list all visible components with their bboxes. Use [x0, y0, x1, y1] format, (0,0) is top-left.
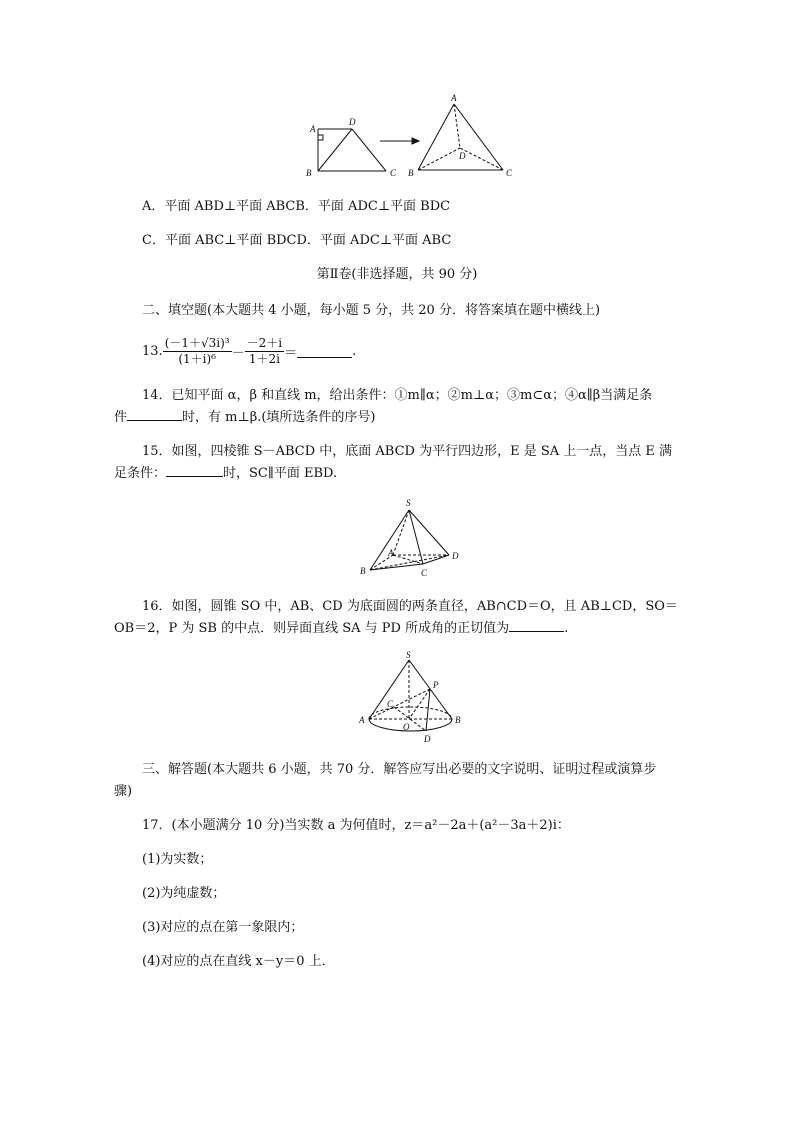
label-b2: B — [408, 168, 414, 178]
pyramid-label-a: A — [388, 548, 394, 558]
q14-post: 时，有 m⊥β.(填所选条件的序号) — [182, 410, 376, 425]
label-b: B — [306, 168, 312, 178]
label-c: C — [390, 168, 397, 178]
cone-label-d: D — [424, 734, 431, 744]
arrow-icon — [380, 138, 419, 144]
q13-minus: － — [231, 345, 245, 361]
q13-answer-blank[interactable] — [297, 345, 352, 358]
q13-frac2-numerator: －2＋i — [246, 335, 283, 350]
q16-post: . — [564, 621, 569, 636]
folding-figure — [300, 92, 530, 182]
q16-pre: OB＝2，P 为 SB 的中点．则异面直线 SA 与 PD 所成角的正切值为 — [114, 621, 510, 636]
q16-line-1: 16．如图，圆锥 SO 中，AB、CD 为底面圆的两条直径，AB∩CD＝O，且 AB⊥CD，SO＝ — [142, 599, 678, 614]
pyramid-label-b: B — [360, 566, 366, 576]
option-a: A．平面 ABD⊥平面 ABC — [142, 199, 296, 214]
q14-line-2 — [114, 408, 376, 428]
label-a2: A — [451, 93, 457, 103]
question-13 — [142, 333, 356, 369]
q13-fraction-1 — [163, 336, 232, 367]
section-2-title: 第Ⅱ卷(非选择题，共 90 分) — [316, 267, 478, 282]
cone-label-s: S — [406, 650, 411, 660]
q13-number: 13. — [142, 343, 163, 359]
cone-label-p: P — [433, 680, 439, 690]
q17-subquestion-4: (4)对应的点在直线 x－y＝0 上． — [142, 954, 335, 969]
options-row-1 — [142, 197, 450, 217]
q13-fraction-2 — [245, 336, 284, 367]
q13-frac1-numerator: (－1＋√3i)³ — [164, 335, 230, 350]
q15-pre: 足条件： — [114, 466, 167, 481]
q14-pre: 件 — [114, 410, 128, 425]
q13-end: . — [352, 343, 357, 359]
q15-post: 时，SC∥平面 EBD. — [223, 466, 338, 481]
pyramid-label-s: S — [406, 498, 411, 508]
cone-label-o: O — [403, 722, 410, 732]
q17-subquestion-3: (3)对应的点在第一象限内； — [142, 920, 304, 935]
pyramid-figure — [355, 497, 465, 582]
q16-line-2 — [114, 619, 568, 639]
q13-equals: ＝ — [284, 345, 298, 361]
trapezoid-abcd — [318, 129, 386, 171]
label-d: D — [349, 117, 356, 127]
q16-answer-blank[interactable] — [509, 619, 564, 632]
q14-answer-blank[interactable] — [127, 408, 182, 421]
option-c: C．平面 ABC⊥平面 BDC — [142, 233, 297, 248]
option-b: B．平面 ADC⊥平面 BDC — [295, 199, 451, 214]
q17-subquestion-1: (1)为实数； — [142, 852, 213, 867]
pyramid-label-c: C — [421, 568, 428, 578]
q15-answer-blank[interactable] — [166, 464, 223, 477]
pyramid-label-d: D — [452, 551, 459, 561]
part-3-heading-line-1: 三、解答题(本大题共 6 小题，共 70 分．解答应写出必要的文字说明、证明过程或演算步 — [142, 762, 657, 777]
q15-line-2 — [114, 464, 337, 484]
cone-label-b: B — [455, 715, 461, 725]
q13-frac2-denominator: 1＋2i — [248, 351, 280, 366]
q17-subquestion-2: (2)为纯虚数； — [142, 886, 226, 901]
part-2-heading: 二、填空题(本大题共 4 小题，每小题 5 分，共 20 分．将答案填在题中横线上) — [142, 303, 601, 318]
cone-label-a: A — [359, 715, 365, 725]
cone-label-c: C — [387, 699, 394, 709]
q14-line-1: 14．已知平面 α，β 和直线 m，给出条件：①m∥α；②m⊥α；③m⊂α；④α∥β当满足条 — [142, 388, 653, 403]
option-d: D．平面 ADC⊥平面 ABC — [296, 233, 452, 248]
q17-stem: 17．(本小题满分 10 分)当实数 a 为何值时，z＝a²－2a＋(a²－3a＋2)i： — [142, 818, 570, 833]
label-d2: D — [459, 151, 466, 161]
part-3-heading-line-2: 骤) — [114, 784, 133, 799]
cone-figure — [356, 649, 471, 744]
q13-frac1-denominator: (1＋i)⁶ — [178, 351, 216, 366]
options-row-2 — [142, 231, 451, 251]
label-c2: C — [506, 168, 513, 178]
q15-line-1: 15．如图，四棱锥 S－ABCD 中，底面 ABCD 为平行四边形，E 是 SA 上一点，当点 E 满 — [142, 444, 673, 459]
label-a: A — [310, 124, 316, 134]
